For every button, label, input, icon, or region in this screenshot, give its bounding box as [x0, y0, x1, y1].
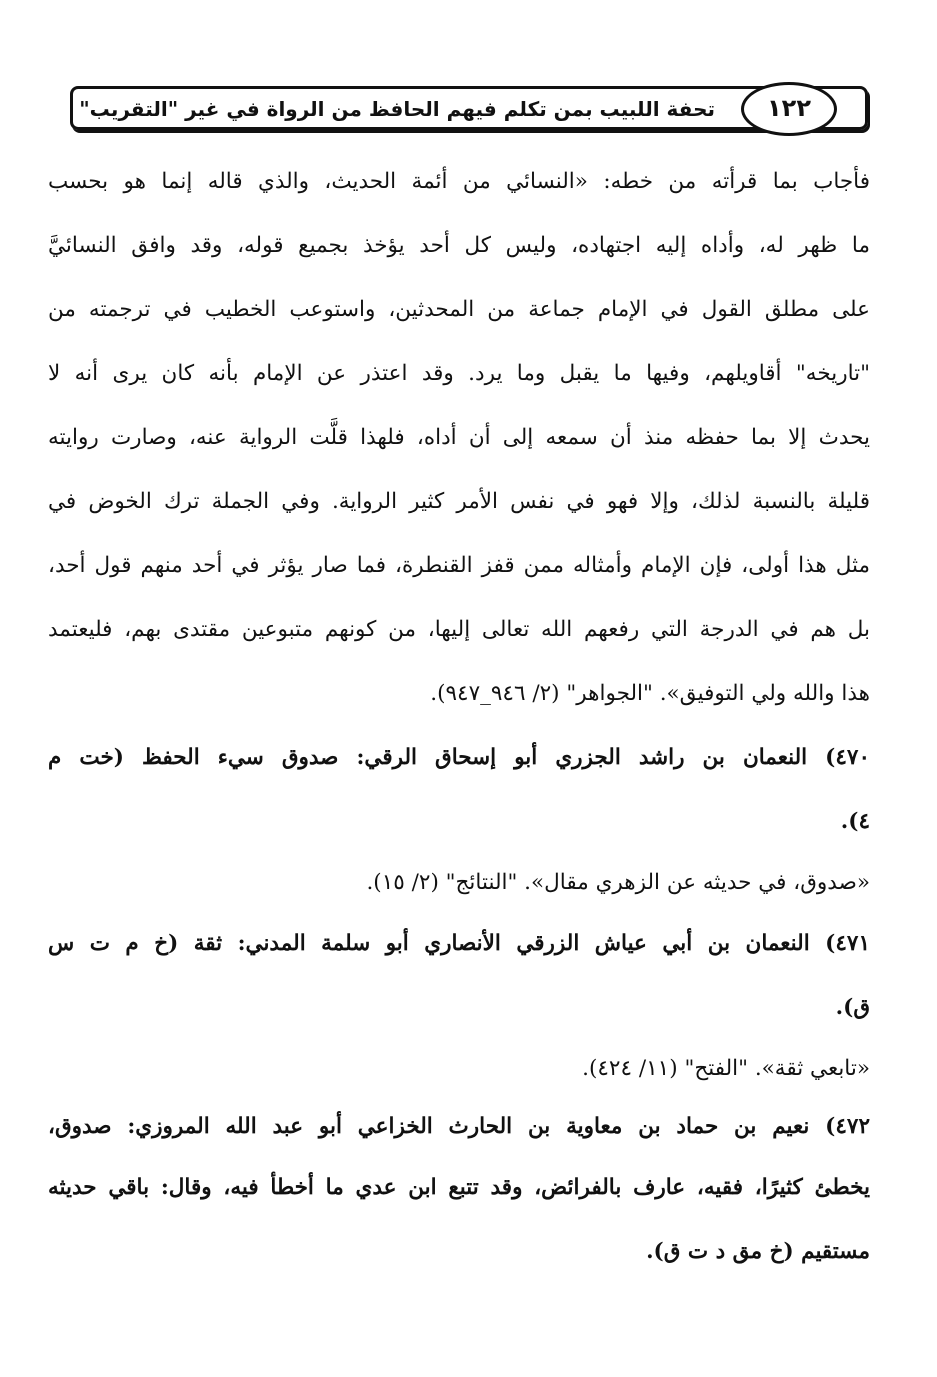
entry-472: [48, 1098, 870, 1284]
entry-line: ٤٧٠) النعمان بن راشد الجزري أبو إسحاق الرقي: صدوق سيء الحفظ (خت م: [48, 745, 870, 770]
comment-line: «تابعي ثقة». "الفتح" (١١/ ٤٢٤).: [582, 1056, 870, 1081]
text-line: يحدث إلا بما حفظه منذ أن سمعه إلى أن أداه، فلهذا قلَّت الرواية عنه، وصارت روايته: [48, 425, 870, 450]
text-line: على مطلق القول في الإمام جماعة من المحدثين، واستوعب الخطيب في ترجمته من: [48, 297, 870, 322]
entry-line: ٤٧٢) نعيم بن حماد بن معاوية بن الحارث الخزاعي أبو عبد الله المروزي: صدوق،: [48, 1114, 870, 1139]
comment-line: «صدوق، في حديثه عن الزهري مقال». "النتائج" (٢/ ١٥).: [366, 870, 870, 895]
entry-line: يخطئ كثيرًا، فقيه، عارف بالفرائض، وقد تتبع ابن عدي ما أخطأ فيه، وقال: باقي حديثه: [48, 1175, 870, 1200]
entry-line: مستقيم (خ مق د ت ق).: [646, 1239, 870, 1264]
text-line: بل هم في الدرجة التي رفعهم الله تعالى إليها، من كونهم متبوعين مقتدى بهم، فليعتمد: [48, 617, 870, 642]
page-number-badge: [741, 82, 837, 136]
entry-line: ٤٧١) النعمان بن أبي عياش الزرقي الأنصاري أبو سلمة المدني: ثقة (خ م ت س: [48, 931, 870, 956]
comment-470: [48, 854, 870, 912]
text-line: ما ظهر له، وأداه إليه اجتهاده، وليس كل أحد يؤخذ بجميع قوله، وقد وافق النسائيَّ: [48, 233, 870, 258]
text-line: قليلة بالنسبة لذلك، وإلا فهو في نفس الأمر كثير الرواية. وفي الجملة ترك الخوض في: [48, 489, 870, 514]
entry-470: [48, 726, 870, 854]
text-line: فأجاب بما قرأته من خطه: «النسائي من أئمة الحديث، والذي قاله إنما هو بحسب: [48, 169, 870, 194]
entry-line: ق).: [835, 995, 870, 1020]
paragraph-quote-jawahir: [48, 150, 870, 726]
entry-471: [48, 912, 870, 1040]
running-header: [70, 86, 868, 130]
running-title: تحفة اللبيب بمن تكلم فيهم الحافظ من الرواة في غير "التقريب": [79, 97, 715, 121]
text-line: "تاريخه" أقاويلهم، وفيها ما يقبل وما يرد. وقد اعتذر عن الإمام بأنه كان يرى أنه لا: [48, 361, 870, 386]
page-body: [48, 150, 870, 1284]
text-line: مثل هذا أولى، فإن الإمام وأمثاله ممن قفز القنطرة، فما صار يؤثر في أحد منهم قول أحد،: [48, 553, 870, 578]
page-number: ١٢٢: [767, 94, 811, 122]
entry-line: ٤).: [840, 809, 870, 834]
comment-471: [48, 1040, 870, 1098]
text-line: هذا والله ولي التوفيق». "الجواهر" (٢/ ٩٤٦_٩٤٧).: [430, 681, 870, 706]
